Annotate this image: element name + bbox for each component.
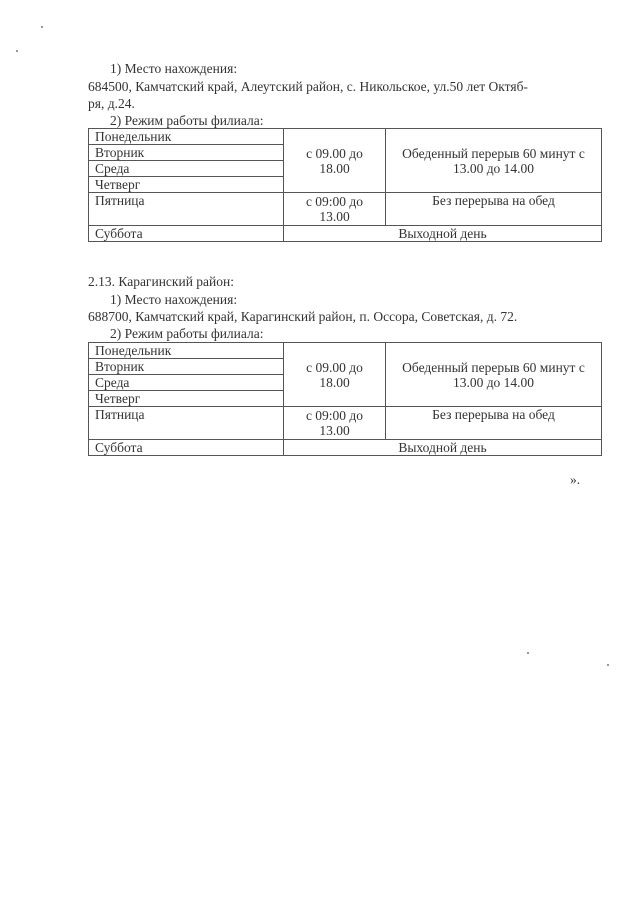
scan-speck <box>41 26 43 28</box>
weekday-hours: с 09.00 до 18.00 <box>284 343 386 407</box>
friday-hours: с 09:00 до 13.00 <box>284 407 386 440</box>
lunch-break: Обеденный перерыв 60 минут с 13.00 до 14.00 <box>386 129 602 193</box>
section2-location-item: 1) Место нахождения: <box>110 292 238 307</box>
section2-schedule-item: 2) Режим работы филиала: <box>110 326 264 341</box>
section1-schedule-item: 2) Режим работы филиала: <box>110 113 264 128</box>
day-thursday: Четверг <box>89 391 284 407</box>
day-wednesday: Среда <box>89 161 284 177</box>
weekday-hours: с 09.00 до 18.00 <box>284 129 386 193</box>
section1-address-line2: ря, д.24. <box>88 96 135 111</box>
day-monday: Понедельник <box>89 343 284 359</box>
day-saturday: Суббота <box>89 226 284 242</box>
section2-schedule-table <box>88 342 602 456</box>
section1-location-item: 1) Место нахождения: <box>110 61 238 76</box>
lunch-break: Обеденный перерыв 60 минут с 13.00 до 14.00 <box>386 343 602 407</box>
closing-quote-mark: ». <box>570 472 581 487</box>
section1-address-line1: 684500, Камчатский край, Алеутский район, с. Никольское, ул.50 лет Октяб- <box>88 79 528 94</box>
friday-break: Без перерыва на обед <box>386 407 602 440</box>
section2-heading: 2.13. Карагинский район: <box>88 274 234 289</box>
section2-address-line1: 688700, Камчатский край, Карагинский район, п. Оссора, Советская, д. 72. <box>88 309 518 324</box>
day-friday: Пятница <box>89 407 284 440</box>
day-wednesday: Среда <box>89 375 284 391</box>
day-tuesday: Вторник <box>89 145 284 161</box>
scan-speck <box>527 652 529 654</box>
saturday-status: Выходной день <box>284 226 602 242</box>
scan-speck <box>607 664 609 666</box>
scan-speck <box>16 50 18 52</box>
section1-schedule-table <box>88 128 602 242</box>
day-saturday: Суббота <box>89 440 284 456</box>
friday-hours: с 09:00 до 13.00 <box>284 193 386 226</box>
saturday-status: Выходной день <box>284 440 602 456</box>
friday-break: Без перерыва на обед <box>386 193 602 226</box>
day-thursday: Четверг <box>89 177 284 193</box>
day-monday: Понедельник <box>89 129 284 145</box>
day-friday: Пятница <box>89 193 284 226</box>
day-tuesday: Вторник <box>89 359 284 375</box>
